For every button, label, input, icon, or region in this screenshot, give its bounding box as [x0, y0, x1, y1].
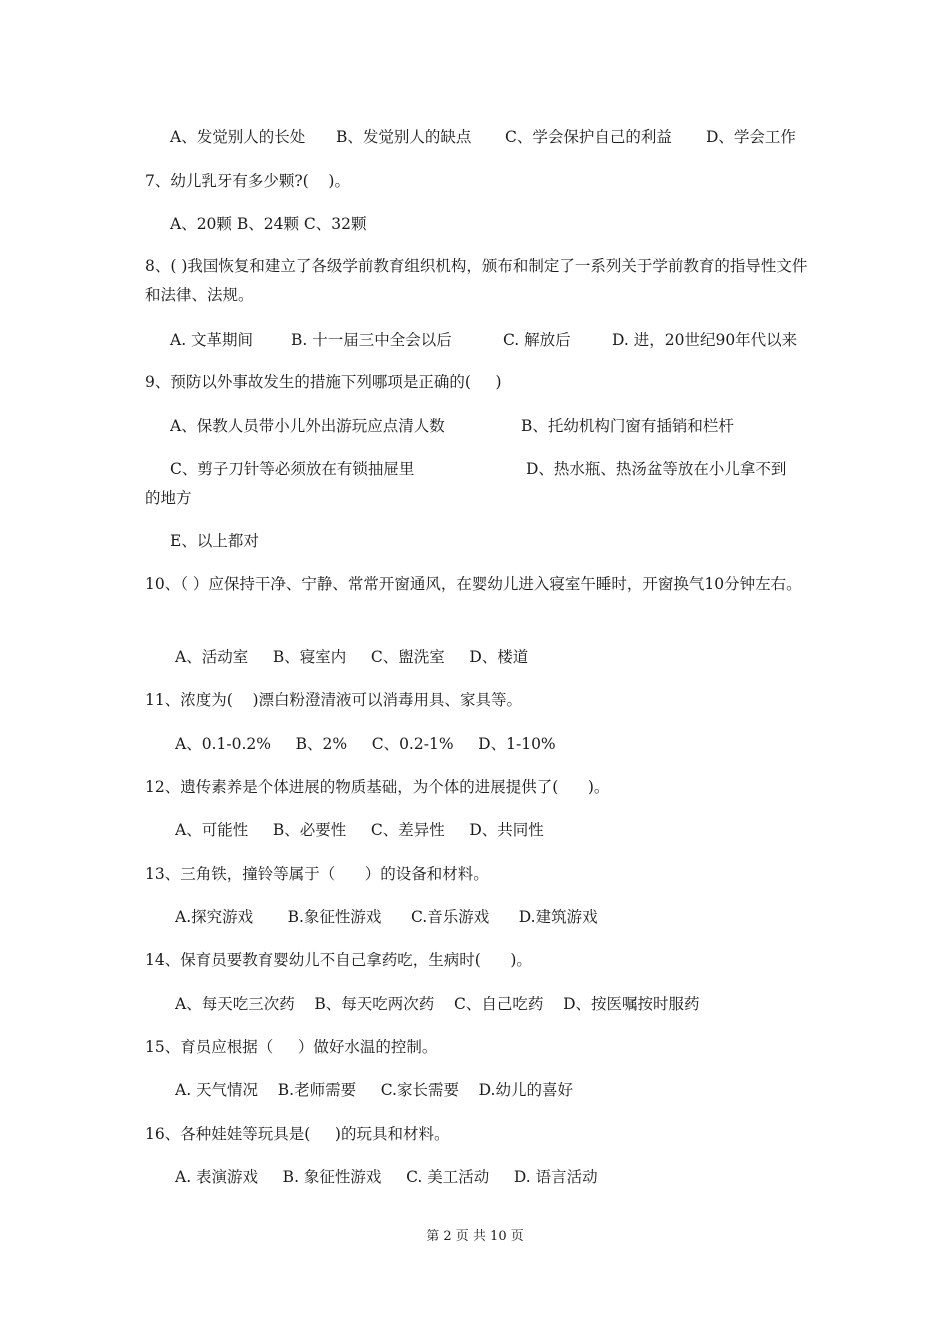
- q6-option-c: C、学会保护自己的利益: [505, 128, 672, 146]
- q8-option-a: A. 文革期间: [170, 331, 254, 349]
- question-16-options: A. 表演游戏 B. 象征性游戏 C. 美工活动 D. 语言活动: [175, 1168, 598, 1186]
- question-13: 13、三角铁，撞铃等属于（ ）的设备和材料。: [145, 865, 489, 883]
- question-15: 15、育员应根据（ ）做好水温的控制。: [145, 1038, 438, 1056]
- q6-option-d: D、学会工作: [706, 128, 796, 146]
- q6-option-b: B、发觉别人的缺点: [336, 128, 472, 146]
- question-10-options: A、活动室 B、寝室内 C、盥洗室 D、楼道: [175, 648, 529, 666]
- q9-option-e: E、以上都对: [170, 532, 259, 550]
- question-11-options: A、0.1-0.2% B、2% C、0.2-1% D、1-10%: [175, 735, 556, 753]
- question-9: 9、预防以外事故发生的措施下列哪项是正确的( ): [145, 373, 502, 391]
- question-7-options: A、20颗 B、24颗 C、32颗: [170, 215, 367, 233]
- question-12: 12、遗传素养是个体进展的物质基础，为个体的进展提供了( )。: [145, 778, 610, 796]
- q9-option-c: C、剪子刀针等必须放在有锁抽屉里: [170, 460, 415, 478]
- question-13-options: A.探究游戏 B.象征性游戏 C.音乐游戏 D.建筑游戏: [175, 908, 598, 926]
- question-16: 16、各种娃娃等玩具是( )的玩具和材料。: [145, 1125, 450, 1143]
- question-12-options: A、可能性 B、必要性 C、差异性 D、共同性: [175, 821, 544, 839]
- page-footer: 第 2 页 共 10 页: [426, 1229, 524, 1244]
- q9-option-d-continued: 的地方: [145, 489, 192, 507]
- q9-option-a: A、保教人员带小儿外出游玩应点清人数: [170, 417, 445, 435]
- question-8: 8、( )我国恢复和建立了各级学前教育组织机构，颁布和制定了一系列关于学前教育的指导性文件和法律、法规。: [145, 257, 808, 304]
- question-11: 11、浓度为( )漂白粉澄清液可以消毒用具、家具等。: [145, 691, 523, 709]
- question-14: 14、保育员要教育婴幼儿不自己拿药吃，生病时( )。: [145, 951, 532, 969]
- q9-option-b: B、托幼机构门窗有插销和栏杆: [521, 417, 734, 435]
- question-15-options: A. 天气情况 B.老师需要 C.家长需要 D.幼儿的喜好: [175, 1081, 573, 1099]
- q8-option-d: D. 进，20世纪90年代以来: [612, 331, 798, 349]
- question-7: 7、幼儿乳牙有多少颗?( )。: [145, 172, 350, 190]
- q8-option-c: C. 解放后: [503, 331, 571, 349]
- q8-option-b: B. 十一届三中全会以后: [291, 331, 452, 349]
- q6-option-a: A、发觉别人的长处: [170, 128, 306, 146]
- question-10: 10、（ ）应保持干净、宁静、常常开窗通风，在婴幼儿进入寝室午睡时，开窗换气10分钟左右。: [145, 575, 802, 593]
- question-14-options: A、每天吃三次药 B、每天吃两次药 C、自己吃药 D、按医嘱按时服药: [175, 995, 700, 1013]
- q9-option-d: D、热水瓶、热汤盆等放在小儿拿不到: [526, 460, 787, 478]
